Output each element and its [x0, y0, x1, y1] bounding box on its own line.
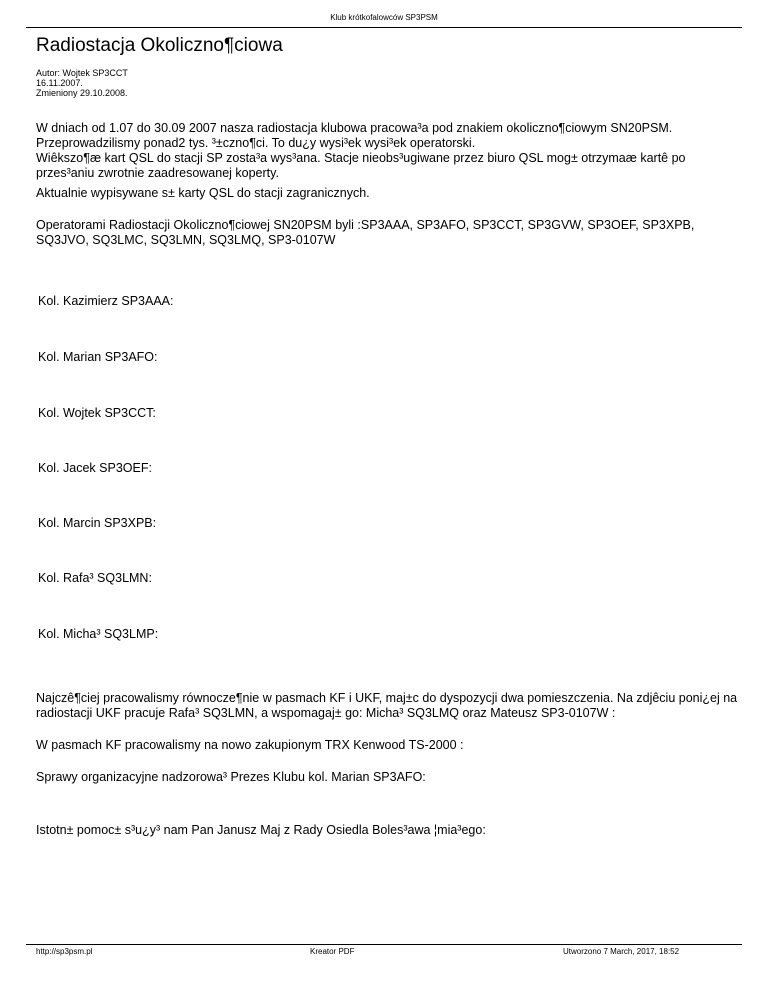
modified-line: Zmieniony 29.10.2008.: [36, 88, 128, 98]
operators-text: Operatorami Radiostacji Okoliczno¶ciowej SN20PSM byli :SP3AAA, SP3AFO, SP3CCT, SP3GVW, SP3OEF, SP3XPB, SQ3JVO, SQ3LMC, SQ3LMN, SQ3LMQ, SP3-0107W: [36, 218, 695, 247]
operator-caption: Kol. Jacek SP3OEF:: [38, 461, 152, 475]
author-line: Autor: Wojtek SP3CCT: [36, 68, 128, 78]
bands-text: Najczê¶ciej pracowalismy równocze¶nie w pasmach KF i UKF, maj±c do dyspozycji dwa pomieszczenia. Na zdjêciu poni¿ej na radiostacji UKF pracuje Rafa³ SQ3LMN, a wspomagaj± go: Micha³ SQ3LMQ oraz Mateusz SP3-0107W :: [36, 691, 738, 720]
footer-divider: [26, 944, 742, 945]
footer-created: Utworzono 7 March, 2017, 18:52: [563, 947, 680, 956]
organization-text: Sprawy organizacyjne nadzorowa³ Prezes Klubu kol. Marian SP3AFO:: [36, 770, 426, 784]
operator-caption: Kol. Wojtek SP3CCT:: [38, 406, 156, 420]
operator-caption: Kol. Marcin SP3XPB:: [38, 516, 157, 530]
intro-line-3: Wiêkszo¶æ kart QSL do stacji SP zosta³a wys³ana. Stacje nieobs³ugiwane przez biuro QSL mog± otrzymaæ kartê po przes³aniu zwrotnie zaadresowanej koperty.: [36, 151, 686, 180]
date-line: 16.11.2007.: [36, 78, 83, 88]
header-divider: [26, 27, 742, 28]
page-header: Klub krótkofalowców SP3PSM: [330, 13, 438, 22]
organization-paragraph: [36, 770, 746, 785]
operator-caption: Kol. Rafa³ SQ3LMN:: [38, 571, 152, 585]
kf-paragraph: [36, 738, 746, 753]
operator-caption: Kol. Marian SP3AFO:: [38, 350, 158, 364]
footer-url[interactable]: http://sp3psm.pl: [36, 947, 93, 956]
help-paragraph: [36, 823, 746, 838]
operators-paragraph: [36, 218, 746, 248]
kf-text: W pasmach KF pracowalismy na nowo zakupionym TRX Kenwood TS-2000 :: [36, 738, 464, 752]
foreign-qsl-paragraph: [36, 186, 746, 201]
intro-paragraph: [36, 121, 746, 181]
article-title: Radiostacja Okoliczno¶ciowa: [36, 35, 283, 56]
bands-paragraph: [36, 691, 746, 721]
intro-line-2: Przeprowadzilismy ponad2 tys. ³±czno¶ci. To du¿y wysi³ek wysi³ek operatorski.: [36, 136, 476, 150]
footer-creator: Kreator PDF: [310, 947, 355, 956]
intro-line-1: W dniach od 1.07 do 30.09 2007 nasza radiostacja klubowa pracowa³a pod znakiem okoliczno¶ciowym SN20PSM.: [36, 121, 673, 135]
operator-caption: Kol. Kazimierz SP3AAA:: [38, 294, 174, 308]
help-text: Istotn± pomoc± s³u¿y³ nam Pan Janusz Maj z Rady Osiedla Boles³awa ¦mia³ego:: [36, 823, 486, 837]
operator-caption: Kol. Micha³ SQ3LMP:: [38, 627, 159, 641]
article-meta: [36, 68, 128, 98]
foreign-qsl-text: Aktualnie wypisywane s± karty QSL do stacji zagranicznych.: [36, 186, 370, 200]
